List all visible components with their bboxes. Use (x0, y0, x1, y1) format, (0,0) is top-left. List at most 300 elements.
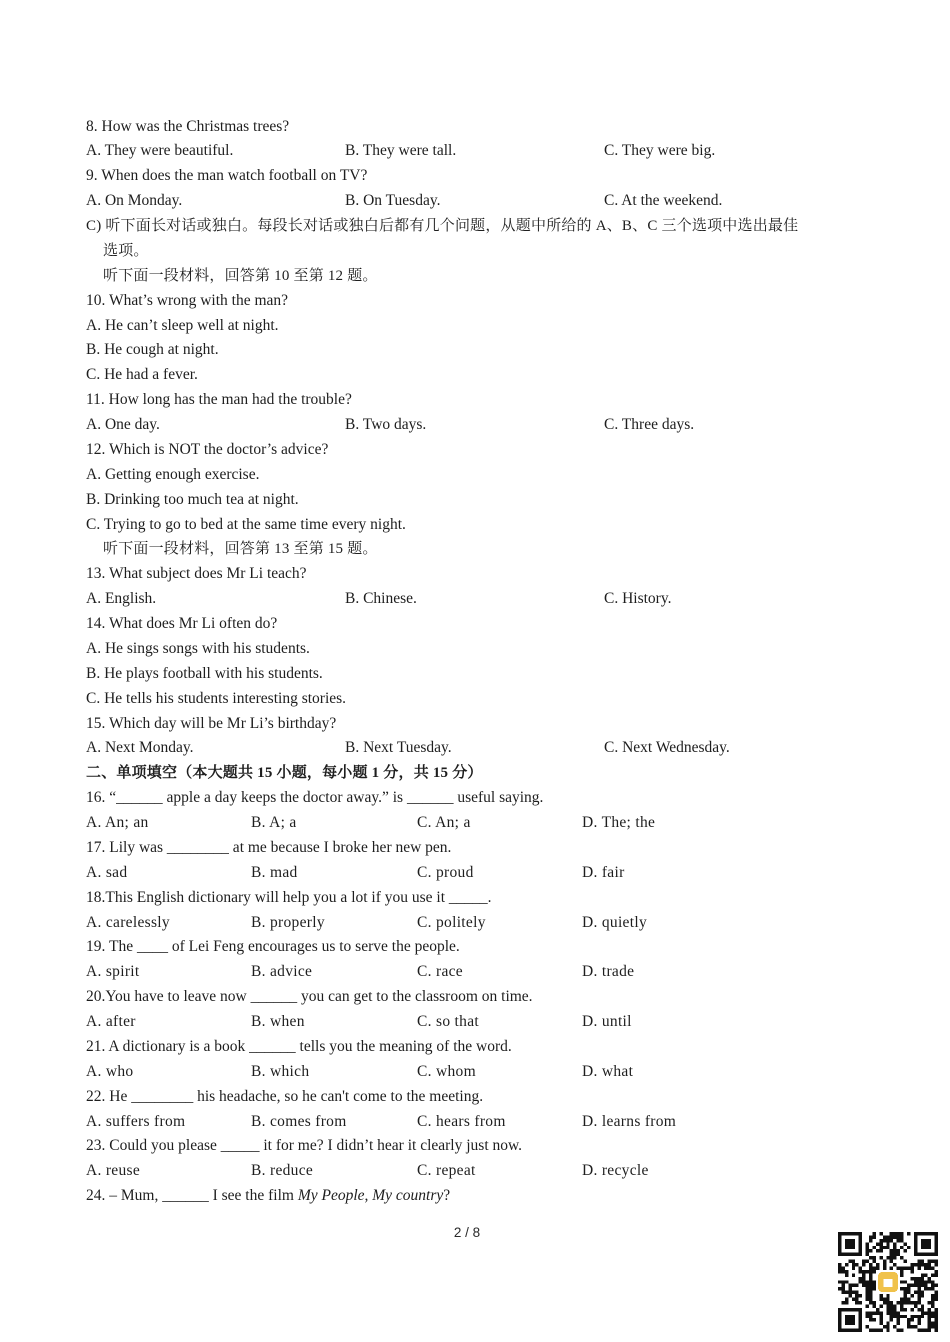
qr-module (872, 1318, 875, 1321)
option-c: C. Next Wednesday. (604, 739, 730, 757)
qr-module (904, 1308, 907, 1311)
qr-module (886, 1239, 889, 1242)
qr-module (890, 1301, 893, 1304)
qr-module (848, 1287, 851, 1290)
qr-module (883, 1263, 886, 1266)
qr-module (897, 1315, 900, 1318)
question-stem: 16. “______ apple a day keeps the doctor away.” is ______ useful saying. (86, 789, 544, 807)
qr-module (890, 1253, 893, 1256)
qr-module (890, 1249, 893, 1252)
qr-module (924, 1311, 927, 1314)
qr-module (917, 1263, 920, 1266)
option-a: A. Getting enough exercise. (86, 465, 260, 483)
option-c: C. so that (417, 1013, 479, 1030)
option-row (86, 861, 916, 886)
section-instruction: C) 听下面长对话或独白。每段长对话或独白后都有几个问题，从题中所给的 A、B、C 三个选项中选出最佳 (86, 218, 799, 234)
qr-module (921, 1308, 924, 1311)
option-a: A. who (86, 1062, 134, 1080)
qr-module (935, 1260, 938, 1263)
qr-module (855, 1301, 858, 1304)
qr-module (838, 1270, 841, 1273)
option-a: A. He sings songs with his students. (86, 639, 310, 657)
qr-module (862, 1270, 865, 1273)
question-stem: 12. Which is NOT the doctor’s advice? (86, 440, 329, 458)
qr-module (841, 1266, 844, 1269)
qr-module (855, 1298, 858, 1301)
qr-module (879, 1242, 882, 1245)
qr-finder-core (921, 1239, 931, 1249)
qr-module (921, 1284, 924, 1287)
qr-module (890, 1304, 893, 1307)
question-stem: 17. Lily was ________ at me because I broke her new pen. (86, 838, 452, 856)
qr-module (907, 1287, 910, 1290)
qr-module (893, 1263, 896, 1266)
qr-module (900, 1280, 903, 1283)
qr-module (862, 1263, 865, 1266)
option-b: B. They were tall. (345, 142, 457, 160)
qr-module (838, 1263, 841, 1266)
qr-module (879, 1318, 882, 1321)
qr-module (859, 1301, 862, 1304)
qr-module (900, 1256, 903, 1259)
qr-module (893, 1246, 896, 1249)
qr-module (866, 1315, 869, 1318)
option-d: D. recycle (582, 1162, 649, 1180)
option-b: B. He cough at night. (86, 341, 219, 359)
qr-module (910, 1308, 913, 1311)
option-a: A. On Monday. (86, 192, 183, 210)
qr-module (883, 1239, 886, 1242)
qr-module (935, 1329, 938, 1332)
option-d: D. trade (582, 963, 635, 981)
qr-module (907, 1318, 910, 1321)
qr-module (900, 1308, 903, 1311)
qr-module (921, 1280, 924, 1283)
qr-module (876, 1266, 879, 1269)
option-a: A. English. (86, 590, 157, 608)
qr-module (890, 1318, 893, 1321)
qr-module (935, 1318, 938, 1321)
option-c: C. proud (417, 863, 474, 881)
qr-module (893, 1315, 896, 1318)
option-b: B. mad (251, 863, 298, 881)
option-row (86, 1060, 916, 1085)
qr-module (924, 1329, 927, 1332)
question-stem: 19. The ____ of Lei Feng encourages us to serve the people. (86, 938, 460, 956)
qr-module (869, 1287, 872, 1290)
qr-module (841, 1287, 844, 1290)
option-row (86, 1010, 916, 1035)
qr-module (928, 1329, 931, 1332)
option-b: B. reduce (251, 1162, 314, 1180)
qr-module (890, 1256, 893, 1259)
qr-module (866, 1260, 869, 1263)
qr-module (928, 1325, 931, 1328)
qr-module (841, 1270, 844, 1273)
qr-module (897, 1322, 900, 1325)
option-a: A. An; an (86, 814, 149, 831)
qr-module (883, 1246, 886, 1249)
qr-module (907, 1266, 910, 1269)
qr-module (886, 1246, 889, 1249)
qr-module (886, 1235, 889, 1238)
qr-module (900, 1301, 903, 1304)
qr-module (921, 1304, 924, 1307)
qr-module (866, 1304, 869, 1307)
option-d: D. learns from (582, 1112, 677, 1130)
qr-module (862, 1280, 865, 1283)
qr-module (924, 1280, 927, 1283)
qr-module (862, 1260, 865, 1263)
qr-module (879, 1232, 882, 1235)
qr-module (872, 1235, 875, 1238)
option-d: D. what (582, 1062, 634, 1080)
qr-module (848, 1284, 851, 1287)
option-c: C. hears from (417, 1112, 506, 1130)
qr-module (904, 1301, 907, 1304)
option-c: C. whom (417, 1062, 476, 1080)
option-row (86, 587, 916, 612)
qr-module (876, 1263, 879, 1266)
qr-module (910, 1266, 913, 1269)
qr-module (917, 1280, 920, 1283)
qr-module (872, 1284, 875, 1287)
qr-module (897, 1266, 900, 1269)
page-content (86, 115, 916, 1210)
qr-module (928, 1308, 931, 1311)
qr-module (935, 1298, 938, 1301)
option-b: B. A; a (251, 814, 297, 831)
qr-module (876, 1242, 879, 1245)
qr-module (855, 1291, 858, 1294)
option-row (86, 139, 916, 164)
question-stem: 22. He ________ his headache, so he can't come to the meeting. (86, 1087, 484, 1105)
qr-module (900, 1287, 903, 1290)
qr-module (890, 1235, 893, 1238)
option-c: C. Trying to go to bed at the same time every night. (86, 515, 406, 533)
qr-module (876, 1311, 879, 1314)
qr-module (848, 1291, 851, 1294)
qr-module (917, 1301, 920, 1304)
qr-module (931, 1311, 934, 1314)
qr-module (876, 1249, 879, 1252)
qr-module (872, 1260, 875, 1263)
option-c: C. An; a (417, 814, 471, 831)
qr-module (928, 1311, 931, 1314)
qr-module (904, 1291, 907, 1294)
qr-module (921, 1315, 924, 1318)
qr-module (910, 1325, 913, 1328)
qr-module (852, 1266, 855, 1269)
qr-module (921, 1273, 924, 1276)
qr-module (900, 1329, 903, 1332)
qr-finder-core (845, 1239, 855, 1249)
qr-finder-core (845, 1315, 855, 1325)
qr-module (928, 1263, 931, 1266)
qr-module (879, 1239, 882, 1242)
qr-module (872, 1270, 875, 1273)
qr-module (883, 1325, 886, 1328)
qr-module (845, 1298, 848, 1301)
qr-module (910, 1263, 913, 1266)
qr-module (893, 1249, 896, 1252)
qr-module (869, 1318, 872, 1321)
question-stem (86, 1184, 916, 1209)
qr-module (841, 1284, 844, 1287)
qr-module (866, 1291, 869, 1294)
qr-module (890, 1232, 893, 1235)
option-c: C. He tells his students interesting stories. (86, 689, 347, 707)
material-note: 听下面一段材料，回答第 10 至第 12 题。 (103, 267, 378, 284)
option-row (86, 1110, 916, 1135)
question-stem: 14. What does Mr Li often do? (86, 615, 278, 632)
qr-module (931, 1304, 934, 1307)
qr-module (893, 1325, 896, 1328)
qr-code-icon (838, 1232, 938, 1332)
qr-module (879, 1315, 882, 1318)
qr-module (921, 1291, 924, 1294)
qr-module (900, 1232, 903, 1235)
qr-module (917, 1287, 920, 1290)
qr-module (928, 1322, 931, 1325)
qr-module (921, 1277, 924, 1280)
qr-module (921, 1329, 924, 1332)
qr-module (904, 1294, 907, 1297)
qr-module (890, 1266, 893, 1269)
qr-module (866, 1311, 869, 1314)
option-b: B. Next Tuesday. (345, 739, 452, 757)
qr-module (862, 1277, 865, 1280)
qr-module (859, 1277, 862, 1280)
qr-module (866, 1249, 869, 1252)
qr-module (872, 1280, 875, 1283)
qr-module (859, 1294, 862, 1297)
qr-module (886, 1242, 889, 1245)
qr-module (872, 1301, 875, 1304)
question-stem: 9. When does the man watch football on TV? (86, 167, 368, 185)
qr-module (900, 1239, 903, 1242)
qr-module (935, 1311, 938, 1314)
qr-module (890, 1311, 893, 1314)
qr-module (914, 1325, 917, 1328)
qr-module (907, 1301, 910, 1304)
qr-module (910, 1284, 913, 1287)
qr-module (838, 1287, 841, 1290)
qr-module (931, 1284, 934, 1287)
qr-module (838, 1266, 841, 1269)
qr-module (879, 1322, 882, 1325)
qr-module (928, 1287, 931, 1290)
qr-module (879, 1298, 882, 1301)
option-a: A. One day. (86, 416, 160, 433)
qr-module (841, 1291, 844, 1294)
qr-module (897, 1232, 900, 1235)
qr-module (869, 1311, 872, 1314)
qr-module (914, 1280, 917, 1283)
qr-module (917, 1318, 920, 1321)
qr-module (879, 1249, 882, 1252)
qr-module (845, 1273, 848, 1276)
qr-module (872, 1266, 875, 1269)
qr-module (872, 1287, 875, 1290)
qr-module (890, 1239, 893, 1242)
option-c: C. race (417, 963, 463, 981)
option-a: A. They were beautiful. (86, 142, 234, 160)
qr-module (897, 1329, 900, 1332)
option-a: A. Next Monday. (86, 739, 194, 757)
qr-module (907, 1291, 910, 1294)
qr-module (866, 1287, 869, 1290)
option-a: A. after (86, 1013, 136, 1030)
qr-module (904, 1280, 907, 1283)
qr-module (866, 1246, 869, 1249)
qr-module (900, 1246, 903, 1249)
qr-module (886, 1298, 889, 1301)
qr-module (900, 1273, 903, 1276)
qr-module (924, 1266, 927, 1269)
qr-module (931, 1315, 934, 1318)
qr-module (883, 1266, 886, 1269)
qr-module (935, 1315, 938, 1318)
qr-module (872, 1246, 875, 1249)
qr-module (890, 1308, 893, 1311)
qr-module (917, 1322, 920, 1325)
qr-module (931, 1273, 934, 1276)
qr-module (931, 1301, 934, 1304)
qr-module (879, 1294, 882, 1297)
qr-module (838, 1280, 841, 1283)
qr-module (917, 1298, 920, 1301)
qr-module (869, 1298, 872, 1301)
qr-module (855, 1294, 858, 1297)
qr-module (935, 1273, 938, 1276)
qr-module (879, 1329, 882, 1332)
qr-module (924, 1263, 927, 1266)
qr-module (897, 1253, 900, 1256)
qr-module (886, 1256, 889, 1259)
qr-module (928, 1260, 931, 1263)
qr-module (931, 1280, 934, 1283)
qr-module (869, 1301, 872, 1304)
qr-module (910, 1270, 913, 1273)
qr-module (869, 1273, 872, 1276)
qr-module (852, 1273, 855, 1276)
section-heading: 二、单项填空（本大题共 15 小题，每小题 1 分，共 15 分） (86, 765, 483, 782)
qr-module (893, 1256, 896, 1259)
question-stem: 23. Could you please _____ it for me? I didn’t hear it clearly just now. (86, 1137, 523, 1155)
option-c: C. repeat (417, 1162, 476, 1180)
qr-module (876, 1329, 879, 1332)
qr-module (928, 1266, 931, 1269)
option-d: D. quietly (582, 913, 647, 931)
qr-module (897, 1301, 900, 1304)
option-row (86, 911, 916, 936)
qr-module (935, 1294, 938, 1297)
qr-module (852, 1263, 855, 1266)
qr-module (935, 1291, 938, 1294)
option-d: D. fair (582, 863, 625, 881)
qr-module (893, 1308, 896, 1311)
qr-module (848, 1260, 851, 1263)
qr-module (852, 1291, 855, 1294)
question-stem-text: 24. – Mum, ______ I see the film (86, 1187, 298, 1205)
qr-module (921, 1294, 924, 1297)
qr-module (869, 1239, 872, 1242)
qr-module (931, 1260, 934, 1263)
option-b: B. On Tuesday. (345, 192, 441, 210)
qr-module (897, 1235, 900, 1238)
qr-module (900, 1266, 903, 1269)
option-c: C. Three days. (604, 416, 695, 433)
qr-module (897, 1311, 900, 1314)
qr-module (917, 1315, 920, 1318)
option-row (86, 1159, 916, 1184)
option-a: A. suffers from (86, 1112, 186, 1130)
qr-module (872, 1311, 875, 1314)
option-a: A. spirit (86, 963, 140, 981)
qr-module (935, 1284, 938, 1287)
qr-module (869, 1263, 872, 1266)
qr-module (904, 1287, 907, 1290)
option-b: B. comes from (251, 1112, 347, 1130)
qr-module (893, 1253, 896, 1256)
qr-module (928, 1301, 931, 1304)
option-b: B. when (251, 1013, 305, 1030)
option-a: A. sad (86, 863, 128, 881)
qr-module (855, 1263, 858, 1266)
qr-module (886, 1322, 889, 1325)
qr-module (893, 1232, 896, 1235)
qr-module (869, 1270, 872, 1273)
qr-module (921, 1311, 924, 1314)
page-number: 2 / 8 (453, 1225, 481, 1240)
qr-module (866, 1284, 869, 1287)
qr-module (907, 1232, 910, 1235)
qr-module (852, 1298, 855, 1301)
question-stem: 15. Which day will be Mr Li’s birthday? (86, 714, 337, 732)
qr-module (924, 1284, 927, 1287)
qr-module (845, 1291, 848, 1294)
qr-module (886, 1301, 889, 1304)
qr-module (886, 1304, 889, 1307)
qr-module (859, 1266, 862, 1269)
qr-module (910, 1315, 913, 1318)
qr-module (907, 1284, 910, 1287)
qr-module (910, 1294, 913, 1297)
qr-module (845, 1263, 848, 1266)
qr-module (897, 1318, 900, 1321)
qr-module (869, 1329, 872, 1332)
qr-module (914, 1304, 917, 1307)
qr-module (914, 1277, 917, 1280)
qr-module (893, 1235, 896, 1238)
qr-module (879, 1311, 882, 1314)
qr-module (897, 1249, 900, 1252)
qr-module (869, 1266, 872, 1269)
qr-module (935, 1322, 938, 1325)
qr-module (910, 1277, 913, 1280)
option-d: D. The; the (582, 814, 656, 831)
qr-module (869, 1294, 872, 1297)
qr-code-graphic (838, 1232, 938, 1332)
qr-module (907, 1298, 910, 1301)
qr-module (914, 1291, 917, 1294)
option-b: B. advice (251, 963, 313, 981)
question-stem-end: ? (443, 1187, 451, 1205)
qr-module (869, 1280, 872, 1283)
qr-module (862, 1273, 865, 1276)
qr-module (872, 1304, 875, 1307)
